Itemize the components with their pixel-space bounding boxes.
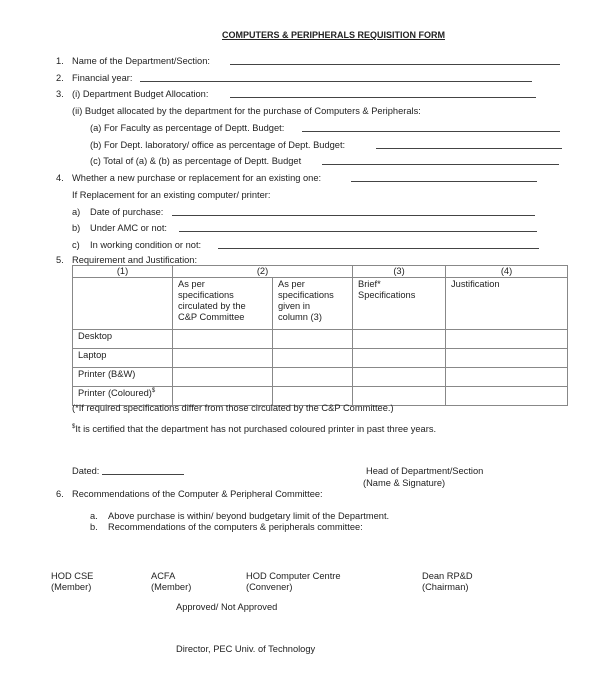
- table-sub-headers: [73, 278, 568, 330]
- cell-input[interactable]: [446, 387, 568, 406]
- table-column-numbers: [73, 266, 568, 278]
- working-condition-field[interactable]: [218, 248, 539, 249]
- item-6b-marker: b.: [90, 522, 98, 532]
- date-of-purchase-field[interactable]: [172, 215, 535, 216]
- requirement-table: [72, 265, 568, 406]
- cell-input[interactable]: [173, 349, 273, 368]
- total-percentage-label: (c) Total of (a) & (b) as percentage of Deptt. Budget: [90, 156, 302, 166]
- table-row: [73, 349, 568, 368]
- item-4c-marker: c): [72, 240, 80, 250]
- item-4-number: 4.: [56, 173, 64, 183]
- total-percentage-field[interactable]: [322, 164, 559, 165]
- amc-field[interactable]: [179, 231, 537, 232]
- signatory-hod-computer-centre: [246, 571, 341, 593]
- row-item-desktop: Desktop: [73, 330, 173, 349]
- committee-recommendations-label: Recommendations of the Computer & Peripheral Committee:: [72, 489, 323, 499]
- signatory-role: (Member): [51, 582, 92, 592]
- table-row: [73, 368, 568, 387]
- signatory-role: (Member): [151, 582, 192, 592]
- department-field[interactable]: [230, 64, 560, 65]
- department-label: Name of the Department/Section:: [72, 56, 210, 66]
- committee-recommendations-sub: Recommendations of the computers & peripherals committee:: [108, 522, 363, 532]
- requirement-label: Requirement and Justification:: [72, 255, 198, 265]
- row-item-printer-bw: Printer (B&W): [73, 368, 173, 387]
- financial-year-label: Financial year:: [72, 73, 133, 83]
- footnote-star: (*If required specifications differ from those circulated by the C&P Committee.): [72, 403, 394, 413]
- signatory-hod-cse: [51, 571, 93, 593]
- purchase-type-field[interactable]: [351, 181, 537, 182]
- table-row: [73, 330, 568, 349]
- cell-input[interactable]: [353, 349, 446, 368]
- signatory-role: (Chairman): [422, 582, 469, 592]
- cp-spec-subheader: [173, 278, 273, 330]
- column-3-header: (3): [353, 266, 446, 278]
- item-5-number: 5.: [56, 255, 64, 265]
- column-2-header: (2): [173, 266, 353, 278]
- subheader-line: circulated by the: [178, 301, 246, 311]
- cell-input[interactable]: [446, 368, 568, 387]
- brief-spec-subheader: [353, 278, 446, 330]
- lab-office-percentage-field[interactable]: [376, 148, 562, 149]
- signatory-name: ACFA: [151, 571, 176, 581]
- amc-label: Under AMC or not:: [90, 223, 167, 233]
- subheader-line: specifications: [178, 290, 234, 300]
- cell-input[interactable]: [446, 330, 568, 349]
- cell-input[interactable]: [446, 349, 568, 368]
- cell-input[interactable]: [173, 368, 273, 387]
- footnote-dollar-text: It is certified that the department has not purchased coloured printer in past three years.: [75, 424, 437, 434]
- subheader-line: As per: [178, 279, 205, 289]
- budget-cp-label: (ii) Budget allocated by the department for the purchase of Computers & Peripherals:: [72, 106, 421, 116]
- lab-office-percentage-label: (b) For Dept. laboratory/ office as percentage of Dept. Budget:: [90, 140, 346, 150]
- signatory-name: Dean RP&D: [422, 571, 473, 581]
- subheader-line: As per: [278, 279, 305, 289]
- signatory-role: (Convener): [246, 582, 293, 592]
- column-1-header: (1): [73, 266, 173, 278]
- cell-input[interactable]: [353, 368, 446, 387]
- signatory-name: HOD CSE: [51, 571, 94, 581]
- item-4b-marker: b): [72, 223, 81, 233]
- purchase-type-label: Whether a new purchase or replacement for an existing one:: [72, 173, 322, 183]
- hod-signature-subtitle: (Name & Signature): [363, 478, 446, 488]
- working-condition-label: In working condition or not:: [90, 240, 202, 250]
- dated-label: Dated:: [72, 466, 100, 476]
- subheader-line: specifications: [278, 290, 334, 300]
- item-6a-marker: a.: [90, 511, 98, 521]
- faculty-percentage-label: (a) For Faculty as percentage of Deptt. Budget:: [90, 123, 285, 133]
- cell-input[interactable]: [353, 330, 446, 349]
- cell-input[interactable]: [173, 330, 273, 349]
- hod-signature-title: Head of Department/Section: [366, 466, 484, 476]
- subheader-line: given in: [278, 301, 311, 311]
- footnote-dollar: [72, 424, 436, 435]
- column3-spec-subheader: [273, 278, 353, 330]
- item-4a-marker: a): [72, 207, 81, 217]
- faculty-percentage-field[interactable]: [302, 131, 560, 132]
- financial-year-field[interactable]: [140, 81, 532, 82]
- item-2-number: 2.: [56, 73, 64, 83]
- cell-input[interactable]: [273, 368, 353, 387]
- cell-input[interactable]: [273, 330, 353, 349]
- budget-limit-statement: Above purchase is within/ beyond budgetary limit of the Department.: [108, 511, 390, 521]
- subheader-line: Specifications: [358, 290, 416, 300]
- subheader-line: column (3): [278, 312, 322, 322]
- budget-allocation-field[interactable]: [230, 97, 536, 98]
- item-6-number: 6.: [56, 489, 64, 499]
- signatory-dean-rpd: [422, 571, 473, 593]
- subheader-line: Justification: [451, 279, 500, 289]
- subheader-line: Brief*: [358, 279, 381, 289]
- replacement-label: If Replacement for an existing computer/ printer:: [72, 190, 271, 200]
- item-3-number: 3.: [56, 89, 64, 99]
- cell-input[interactable]: [273, 349, 353, 368]
- row-item-laptop: Laptop: [73, 349, 173, 368]
- date-of-purchase-label: Date of purchase:: [90, 207, 164, 217]
- justification-subheader: [446, 278, 568, 330]
- dated-field[interactable]: [102, 474, 184, 475]
- item-1-number: 1.: [56, 56, 64, 66]
- approval-status: Approved/ Not Approved: [176, 602, 278, 612]
- form-title: COMPUTERS & PERIPHERALS REQUISITION FORM: [222, 30, 446, 40]
- row-item-label: Printer (Coloured): [78, 388, 152, 398]
- budget-allocation-label: (i) Department Budget Allocation:: [72, 89, 209, 99]
- signatory-acfa: [151, 571, 191, 593]
- item-subheader: [73, 278, 173, 330]
- dollar-marker: $: [151, 388, 156, 394]
- signatory-name: HOD Computer Centre: [246, 571, 341, 581]
- dollar-marker: $: [72, 424, 76, 430]
- director-signature: Director, PEC Univ. of Technology: [176, 644, 316, 654]
- subheader-line: C&P Committee: [178, 312, 245, 322]
- column-4-header: (4): [446, 266, 568, 278]
